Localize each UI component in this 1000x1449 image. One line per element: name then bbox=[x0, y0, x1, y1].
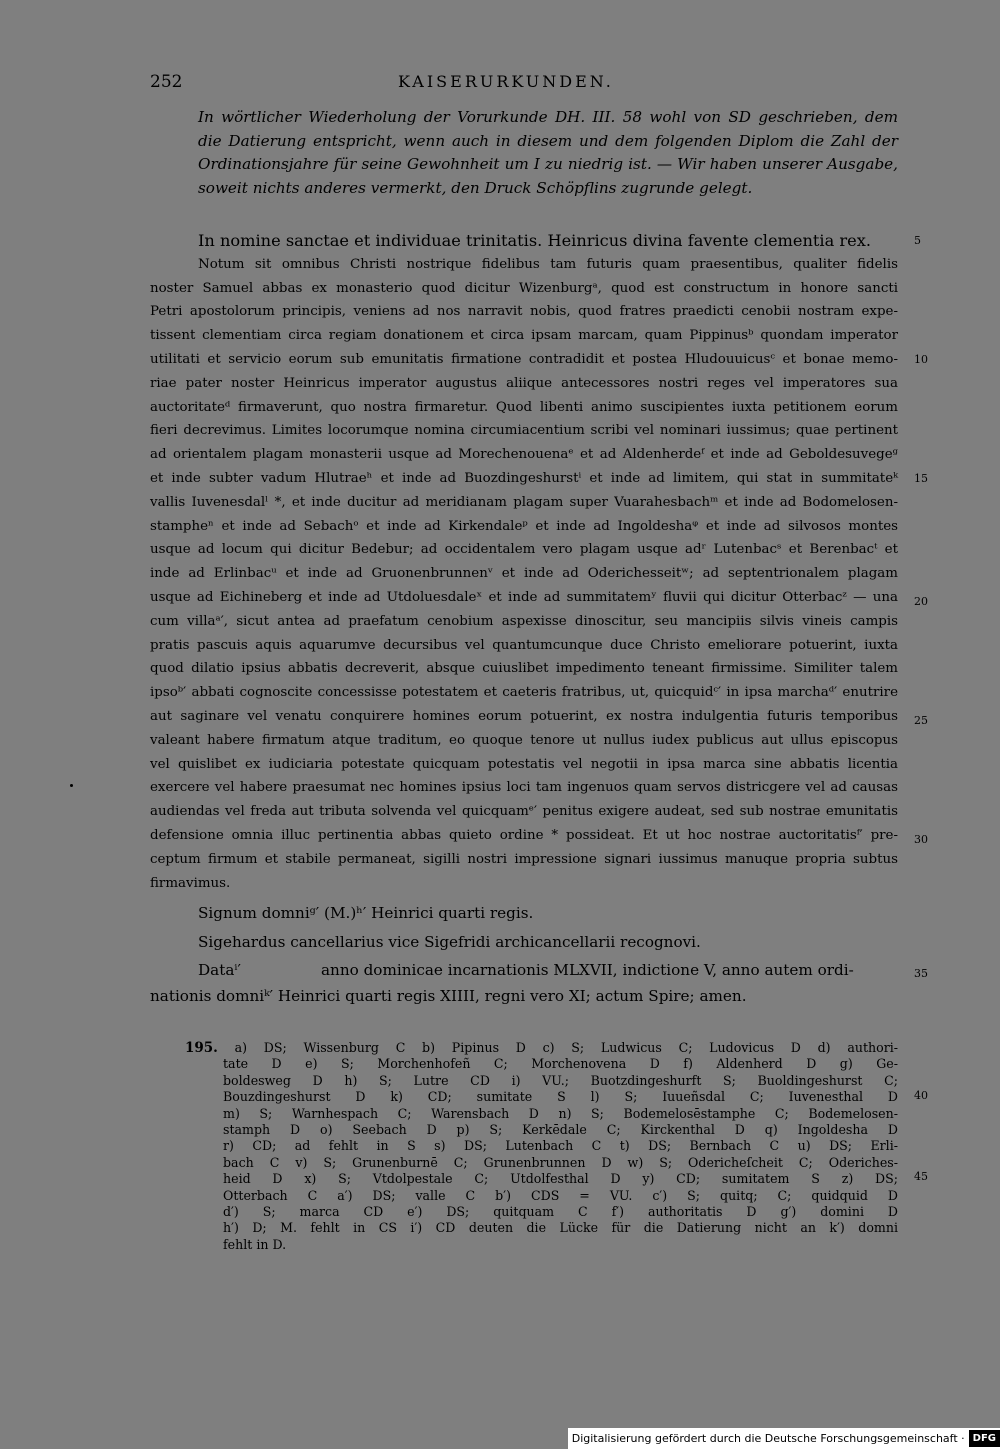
note-line: tate D e) S; Morchenhofeñ C; Morchenovena D f) Aldenherd D g) Ge- bbox=[223, 1056, 898, 1072]
document-number: 195. bbox=[185, 1040, 218, 1056]
text-line: auctoritateᵈ firmaverunt, quo nostra firmaretur. Quod libenti animo suscipientes iuxta petitionem eorum bbox=[150, 399, 898, 415]
running-title: KAISERURKUNDEN. bbox=[398, 72, 614, 91]
text-line: Notum sit omnibus Christi nostrique fidelibus tam futuris quam praesentibus, qualiter fidelis bbox=[198, 256, 898, 272]
intro-line: soweit nichts anderes vermerkt, den Druck Schöpflins zugrunde gelegt. bbox=[198, 178, 753, 197]
text-line: ad orientalem plagam monasterii usque ad Morechenouenaᵉ et ad Aldenherdeᶠ et inde ad Geboldesuvegeᵍ bbox=[150, 447, 898, 463]
text-line: pratis pascuis aquis aquarumve decursibus vel quantumcunque duce Christo emeliorare potuerint, iuxta bbox=[150, 637, 898, 653]
recognition-line: Sigehardus cancellarius vice Sigefridi archicancellarii recognovi. bbox=[198, 933, 701, 951]
text-line: Petri apostolorum principis, veniens ad nos narravit nobis, quod fratres praedicti cenobii nostram expe- bbox=[150, 304, 898, 320]
text-line: ipsoᵇ′ abbati cognoscite concessisse potestatem et caeteris fratribus, ut, quicquidᶜ′ in ipsa marchaᵈ′ enutrire bbox=[150, 685, 898, 701]
line-number: 5 bbox=[914, 234, 921, 247]
text-line: valeant habere firmatum atque traditum, eo quoque tenore ut nullus iudex publicus aut ullus episcopus bbox=[150, 732, 898, 748]
text-line: defensione omnia illuc pertinentia abbas quieto ordine * possideat. Et ut hoc nostrae auctoritatisᶠ′ pre- bbox=[150, 827, 898, 843]
charter-text bbox=[150, 229, 898, 895]
note-line bbox=[185, 1040, 898, 1056]
text-line: usque ad locum qui dicitur Bedebur; ad occidentalem vero plagam usque adʳ Lutenbacˢ et Berenbacᵗ et bbox=[150, 542, 898, 558]
line-number: 45 bbox=[914, 1170, 928, 1183]
intro-line: In wörtlicher Wiederholung der Vorurkunde DH. III. 58 wohl von SD geschrieben, dem bbox=[198, 108, 898, 126]
note-line: heid D x) S; Vtdolpestale C; Utdolfesthal D y) CD; sumitatem S z) DS; bbox=[223, 1171, 898, 1187]
footer-text: Digitalisierung gefördert durch die Deutsche Forschungsgemeinschaft · bbox=[571, 1432, 965, 1445]
line-number: 35 bbox=[914, 967, 928, 980]
invocatio-line: In nomine sanctae et individuae trinitatis. Heinricus divina favente clementia rex. bbox=[198, 231, 871, 250]
note-line: Bouzdingeshurst D k) CD; sumitate S l) S; Iuueñsdal C; Iuvenesthal D bbox=[223, 1089, 898, 1105]
signum-line: Signum domniᵍ′ (M.)ʰ′ Heinrici quarti regis. bbox=[198, 904, 534, 922]
note-line: r) CD; ad fehlt in S s) DS; Lutenbach C t) DS; Bernbach C u) DS; Erli- bbox=[223, 1138, 898, 1154]
text-line: riae pater noster Heinricus imperator augustus aliique antecessores nostri reges vel imperatores sua bbox=[150, 375, 898, 391]
text-line: vallis Iuvenesdalˡ *, et inde ducitur ad meridianam plagam super Vuarahesbachᵐ et inde ad Bodomelosen- bbox=[150, 494, 898, 510]
text-line: inde ad Erlinbacᵘ et inde ad Gruonenbrunnenᵛ et inde ad Oderichesseitʷ; ad septentrionalem plagam bbox=[150, 566, 898, 582]
note-line: stamph D o) Seebach D p) S; Kerkēdale C; Kirckenthal D q) Ingoldesha D bbox=[223, 1122, 898, 1138]
dating-line: anno dominicae incarnationis MLXVII, indictione V, anno autem ordi- bbox=[321, 961, 854, 979]
intro-line: Ordinationsjahre für seine Gewohnheit um I zu niedrig ist. — Wir haben unserer Ausgabe, bbox=[198, 155, 898, 173]
text-line: cum villaᵃ′, sicut antea ad praefatum cenobium aspexisse dinoscitur, seu mancipiis silvis vineis campis bbox=[150, 613, 898, 629]
text-line: usque ad Eichineberg et inde ad Utdoluesdaleˣ et inde ad summitatemʸ fluvii qui dicitur Otterbacᶻ — una bbox=[150, 589, 898, 605]
text-line: audiendas vel freda aut tributa solvenda vel quicquamᵉ′ penitus exigere audeat, sed sub nostrae emunitatis bbox=[150, 804, 898, 820]
note-line: boldesweg D h) S; Lutre CD i) VU.; Buotzdingeshurft S; Buoldingeshurst C; bbox=[223, 1072, 898, 1088]
text-line: quod dilatio ipsius abbatis decreverit, absque cuiuslibet impedimento teneant firmissime. Similiter talem bbox=[150, 661, 898, 677]
dating-line-continued: nationis domniᵏ′ Heinrici quarti regis XIIII, regni vero XI; actum Spire; amen. bbox=[150, 987, 747, 1005]
intro-line: die Datierung entspricht, wenn auch in diesem und dem folgenden Diplom die Zahl der bbox=[198, 131, 898, 150]
note-line: bach C v) S; Grunenburnē C; Grunenbrunnen D w) S; Odericheſcheit C; Oderiches- bbox=[223, 1154, 898, 1170]
text-line: tissent clementiam circa regiam donationem et circa ipsam marcam, quam Pippinusᵇ quondam imperator bbox=[150, 328, 898, 344]
note-line-text: a) DS; Wissenburg C b) Pipinus D c) S; Ludwicus C; Ludovicus D d) authori- bbox=[234, 1040, 898, 1055]
note-line: Otterbach C a′) DS; valle C b′) CDS = VU. c′) S; quitq; C; quidquid D bbox=[223, 1187, 898, 1203]
line-number: 25 bbox=[914, 714, 928, 727]
line-number: 10 bbox=[914, 353, 928, 366]
line-number: 20 bbox=[914, 595, 928, 608]
text-line: exercere vel habere praesumat nec homines ipsius loci tam ingenuos quam servos districgere vel ad causas bbox=[150, 780, 898, 796]
dating-label: Dataⁱ′ bbox=[198, 961, 241, 979]
funding-footer bbox=[568, 1428, 1000, 1449]
line-number: 30 bbox=[914, 833, 928, 846]
dfg-logo: DFG bbox=[969, 1430, 1000, 1447]
text-line: aut saginare vel venatu conquirere homines eorum potuerint, ex nostra indulgentia futuris temporibus bbox=[150, 708, 898, 724]
editorial-introduction bbox=[198, 106, 898, 200]
note-line: d′) S; marca CD e′) DS; quitquam C f′) authoritatis D g′) domini D bbox=[223, 1204, 898, 1220]
page-number: 252 bbox=[150, 72, 183, 92]
line-number: 15 bbox=[914, 472, 928, 485]
text-line: firmavimus. bbox=[150, 875, 231, 891]
text-line: ceptum firmum et stabile permaneat, sigilli nostri impressione signari iussimus manuque propria subtus bbox=[150, 851, 898, 867]
note-line: m) S; Warnhespach C; Warensbach D n) S; Bodemelosēstamphe C; Bodemelosen- bbox=[223, 1105, 898, 1121]
text-line: noster Samuel abbas ex monasterio quod dicitur Wizenburgᵃ, quod est constructum in honore sancti bbox=[150, 280, 898, 296]
text-line: et inde subter vadum Hlutraeʰ et inde ad Buozdingeshurstⁱ et inde ad limitem, qui stat in summitateᵏ bbox=[150, 470, 898, 486]
text-line: fieri decrevimus. Limites locorumque nomina circumiacentium scribi vel nominari iussimus; quae pertinent bbox=[150, 423, 898, 439]
text-line: stampheⁿ et inde ad Sebachᵒ et inde ad Kirkendaleᵖ et inde ad Ingoldeshaᵠ et inde ad silvosos montes bbox=[150, 518, 898, 534]
note-line: fehlt in D. bbox=[223, 1236, 287, 1252]
text-line: vel quislibet ex iudiciaria potestate quicquam potestatis vel negotii in ipsa marca sine abbatis licentia bbox=[150, 756, 898, 772]
note-line: h′) D; M. fehlt in CS i′) CD deuten die Lücke für die Datierung nicht an k′) domni bbox=[223, 1220, 898, 1236]
text-line: utilitati et servicio eorum sub emunitatis firmatione contradidit et postea Hludouuicusᶜ et bonae memo- bbox=[150, 351, 898, 367]
line-number: 40 bbox=[914, 1089, 928, 1102]
critical-apparatus bbox=[185, 1040, 898, 1253]
scan-speck bbox=[70, 784, 73, 787]
